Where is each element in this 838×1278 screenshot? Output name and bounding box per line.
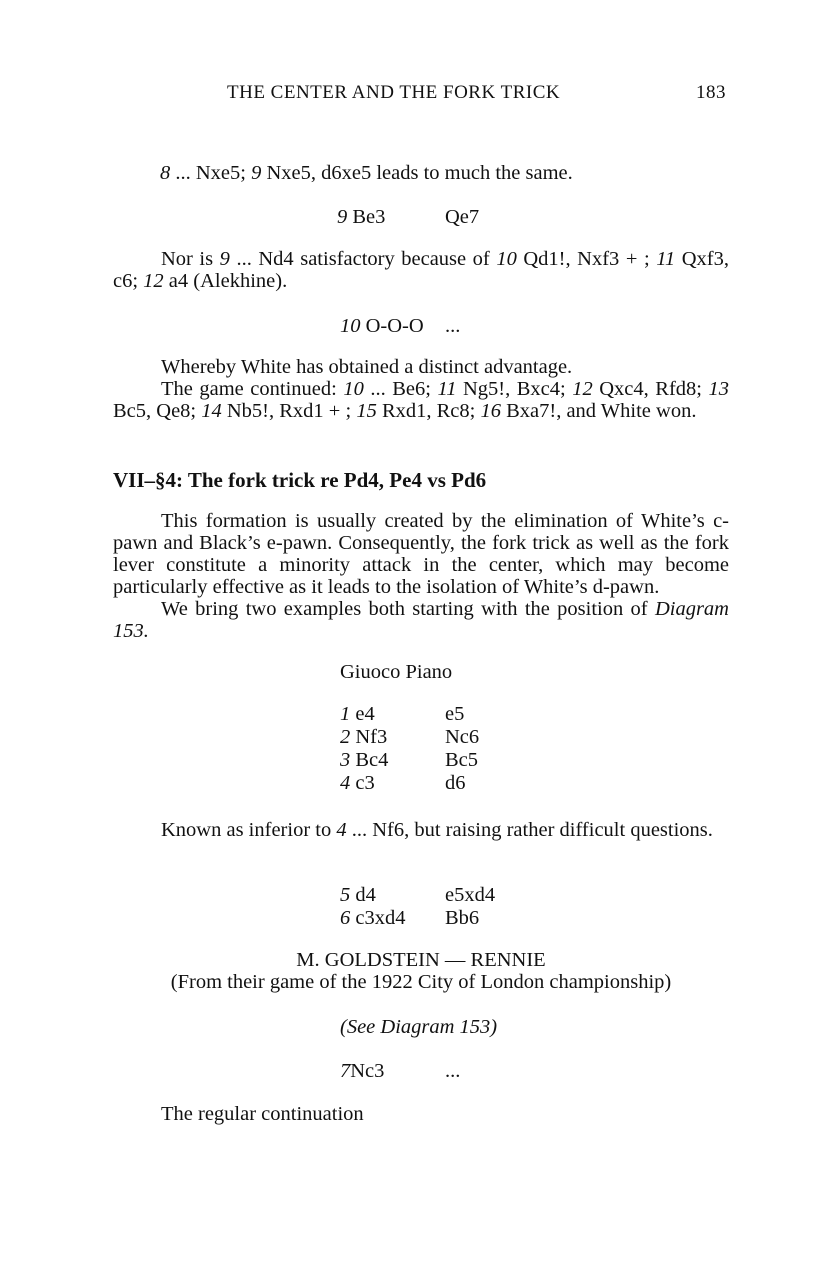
opening-name: Giuoco Piano	[340, 661, 453, 683]
paragraph-known-as: Known as inferior to 4 ... Nf6, but raising rather difficult questions.	[161, 819, 713, 841]
move-10-white: 10 O-O-O	[340, 315, 424, 337]
moves-5-6-white	[340, 884, 405, 930]
moves-5-6-black	[445, 884, 495, 930]
move-4-black: d6	[445, 772, 466, 794]
move-3-black: Bc5	[445, 749, 479, 771]
opening-moves-black	[445, 703, 479, 795]
game-subtitle: (From their game of the 1922 City of London championship)	[170, 971, 672, 993]
move-2-white: 2 Nf3	[340, 726, 388, 748]
note-line-8: 8 ... Nxe5; 9 Nxe5, d6xe5 leads to much the same.	[160, 162, 573, 184]
move-2-black: Nc6	[445, 726, 480, 748]
paragraph-game-continued: Whereby White has obtained a distinct advantage. The game continued: 10 ... Be6; 11 Ng5!, Bxc4; 12 Qxc4, Rfd8; 13 Bc5, Qe8; 14 Nb5!, Rxd1 + ; 15 Rxd1, Rc8; 16 Bxa7!, and White won.	[113, 356, 729, 422]
running-header-title: THE CENTER AND THE FORK TRICK	[227, 82, 561, 103]
move-5-black: e5xd4	[445, 884, 496, 906]
paragraph-nor-is: Nor is 9 ... Nd4 satisfactory because of 10 Qd1!, Nxf3 + ; 11 Qxf3, c6; 12 a4 (Alekhine).	[113, 248, 729, 292]
move-9-black: Qe7	[445, 206, 480, 228]
move-6-black: Bb6	[445, 907, 480, 929]
opening-moves-white	[340, 703, 388, 795]
move-6-white: 6 c3xd4	[340, 907, 406, 929]
page-number: 183	[696, 82, 726, 103]
move-7-black: ...	[445, 1060, 461, 1082]
move-10-black: ...	[445, 315, 461, 337]
move-9-white: 9 Be3	[337, 206, 386, 228]
move-1-white: 1 e4	[340, 703, 375, 725]
game-title: M. GOLDSTEIN — RENNIE	[296, 949, 546, 971]
paragraph-regular-continuation: The regular continuation	[161, 1103, 364, 1125]
see-diagram-note: (See Diagram 153)	[340, 1016, 498, 1038]
move-5-white: 5 d4	[340, 884, 376, 906]
move-3-white: 3 Bc4	[340, 749, 389, 771]
paragraph-formation: This formation is usually created by the elimination of White’s c-pawn and Black’s e-pawn. Consequently, the fork trick as well as the fork lever constitute a minority attack in the center, which may become particularly effective as it leads to the isolation of White’s d-pawn. We bring two examples both starting with the position of Diagram 153.	[113, 510, 729, 642]
whereby-line: Whereby White has obtained a distinct advantage.	[161, 356, 573, 378]
section-heading: VII–§4: The fork trick re Pd4, Pe4 vs Pd6	[113, 468, 487, 492]
move-4-white: 4 c3	[340, 772, 375, 794]
move-7-white: 7Nc3	[340, 1060, 385, 1082]
move-1-black: e5	[445, 703, 465, 725]
